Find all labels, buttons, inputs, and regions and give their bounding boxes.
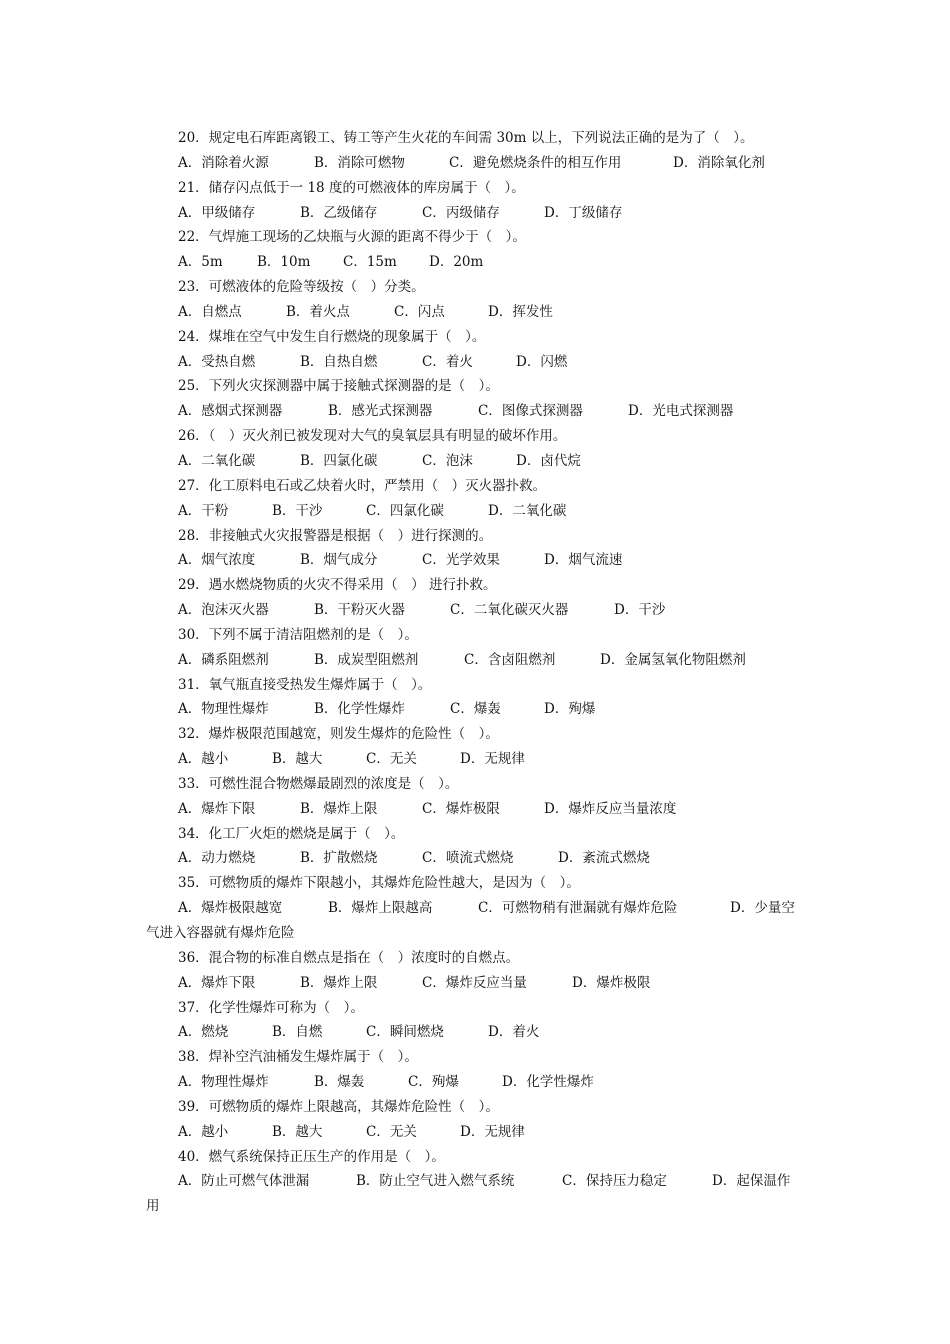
option-d: D．挥发性 (488, 303, 553, 320)
question-text: 33．可燃性混合物燃爆最剧烈的浓度是（ ）。 (178, 775, 459, 792)
question-text: 24．煤堆在空气中发生自行燃烧的现象属于（ ）。 (178, 328, 486, 345)
question-text: 30．下列不属于清洁阻燃剂的是（ ）。 (178, 626, 418, 643)
option-b: B．爆炸上限越高 (328, 900, 433, 917)
option-c: C．无关 (366, 751, 417, 768)
option-c: C．可燃物稍有泄漏就有爆炸危险 (478, 900, 678, 917)
question-text: 38．焊补空汽油桶发生爆炸属于（ ）。 (178, 1049, 418, 1066)
options-row (0, 846, 950, 871)
option-d: D．起保温作 (712, 1173, 791, 1190)
options-row (0, 1169, 950, 1194)
option-b: B．干粉灭火器 (314, 602, 405, 619)
option-b: B．越大 (272, 1123, 323, 1140)
option-a: A．越小 (178, 751, 229, 768)
option-c: C．保持压力稳定 (562, 1173, 667, 1190)
option-c: C．喷流式燃烧 (422, 850, 514, 867)
options-row (0, 399, 950, 424)
option-d: D．殉爆 (544, 701, 596, 718)
option-c: C．瞬间燃烧 (366, 1024, 444, 1041)
question-list (0, 126, 950, 1219)
question-text: 39．可燃物质的爆炸上限越高，其爆炸危险性（ ）。 (178, 1098, 499, 1115)
options-row (0, 896, 950, 921)
question-text: 35．可燃物质的爆炸下限越小，其爆炸危险性越大，是因为（ ）。 (178, 875, 580, 892)
question-text: 28．非接触式火灾报警器是根据（ ）进行探测的。 (178, 527, 493, 544)
option-a: A．5m (178, 254, 223, 271)
option-c: C．爆轰 (450, 701, 501, 718)
option-d: D．消除氧化剂 (673, 154, 765, 171)
option-c: C．无关 (366, 1123, 417, 1140)
option-b: B．越大 (272, 751, 323, 768)
option-b: B．烟气成分 (300, 552, 378, 569)
question-text: 36．混合物的标准自燃点是指在（ ）浓度时的自燃点。 (178, 949, 520, 966)
options-row (0, 548, 950, 573)
option-b: B．自燃 (272, 1024, 323, 1041)
options-row (0, 648, 950, 673)
options-row (0, 598, 950, 623)
option-b: B．成炭型阻燃剂 (314, 651, 419, 668)
options-row (0, 747, 950, 772)
options-row (0, 499, 950, 524)
option-c: C．泡沫 (422, 452, 473, 469)
options-row (0, 797, 950, 822)
option-d: D．光电式探测器 (628, 403, 734, 420)
option-d: D．丁级储存 (544, 204, 623, 221)
options-row (0, 697, 950, 722)
option-a: A．二氧化碳 (178, 452, 256, 469)
option-b: B．爆炸上限 (300, 800, 378, 817)
option-c: C．殉爆 (408, 1074, 459, 1091)
option-a: A．爆炸下限 (178, 800, 256, 817)
option-a: A．燃烧 (178, 1024, 229, 1041)
option-d: D．卤代烷 (516, 452, 581, 469)
option-a: A．甲级储存 (178, 204, 256, 221)
option-b: B．感光式探测器 (328, 403, 433, 420)
option-a: A．感烟式探测器 (178, 403, 283, 420)
option-c: C．丙级储存 (422, 204, 500, 221)
option-b: B．防止空气进入燃气系统 (356, 1173, 515, 1190)
option-c: C．避免燃烧条件的相互作用 (449, 154, 622, 171)
options-row (0, 1120, 950, 1145)
option-c: C．二氧化碳灭火器 (450, 602, 569, 619)
question-text: 31．氧气瓶直接受热发生爆炸属于（ ）。 (178, 676, 432, 693)
question-text: 32．爆炸极限范围越宽，则发生爆炸的危险性（ ）。 (178, 726, 499, 743)
options-row (0, 1020, 950, 1045)
option-d: D．爆炸反应当量浓度 (544, 800, 677, 817)
option-a: A．烟气浓度 (178, 552, 256, 569)
options-row (0, 300, 950, 325)
question-text: 20．规定电石库距离锻工、铸工等产生火花的车间需 30m 以上，下列说法正确的是为了（ ）。 (178, 130, 754, 146)
option-b: B．爆轰 (314, 1074, 365, 1091)
option-b: B．化学性爆炸 (314, 701, 405, 718)
options-row (0, 971, 950, 996)
option-c: C．闪点 (394, 303, 445, 320)
option-a: A．爆炸下限 (178, 974, 256, 991)
option-a: A．消除着火源 (178, 154, 269, 171)
option-d: D．二氧化碳 (488, 502, 567, 519)
question-text: 25．下列火灾探测器中属于接触式探测器的是（ ）。 (178, 378, 499, 395)
option-d: D．干沙 (614, 602, 666, 619)
question-text: 40．燃气系统保持正压生产的作用是（ ）。 (178, 1148, 445, 1165)
option-d: D．无规律 (460, 751, 525, 768)
option-d: D．金属氢氧化物阻燃剂 (600, 651, 746, 668)
options-row (0, 350, 950, 375)
option-c: C．着火 (422, 353, 473, 370)
option-a: A．干粉 (178, 502, 229, 519)
option-b: B．自热自燃 (300, 353, 378, 370)
options-row (0, 151, 950, 176)
question-text: 37．化学性爆炸可称为（ ）。 (178, 999, 364, 1016)
option-c: C．爆炸极限 (422, 800, 500, 817)
question-text: 21．储存闪点低于一 18 度的可燃液体的库房属于（ ）。 (178, 179, 525, 196)
option-a: A．物理性爆炸 (178, 1074, 269, 1091)
option-a: A．防止可燃气体泄漏 (178, 1173, 310, 1190)
question-text: 26．（ ）灭火剂已被发现对大气的臭氧层具有明显的破坏作用。 (178, 428, 567, 445)
options-row (0, 250, 950, 275)
options-row (0, 1070, 950, 1095)
options-continuation: 用 (146, 1198, 160, 1215)
options-row (0, 449, 950, 474)
option-c: C．爆炸反应当量 (422, 974, 527, 991)
options-row (0, 201, 950, 226)
option-c: C．15m (343, 254, 397, 271)
option-b: B．四氯化碳 (300, 452, 378, 469)
option-d: D．紊流式燃烧 (558, 850, 650, 867)
option-a: A．受热自燃 (178, 353, 256, 370)
option-c: C．图像式探测器 (478, 403, 583, 420)
option-d: D．爆炸极限 (572, 974, 651, 991)
option-d: D．少量空 (730, 900, 795, 917)
question-text: 34．化工厂火炬的燃烧是属于（ ）。 (178, 825, 405, 842)
option-a: A．磷系阻燃剂 (178, 651, 269, 668)
option-c: C．光学效果 (422, 552, 500, 569)
question-text: 22．气焊施工现场的乙炔瓶与火源的距离不得少于（ ）。 (178, 229, 526, 246)
option-b: B．消除可燃物 (314, 154, 405, 171)
option-a: A．物理性爆炸 (178, 701, 269, 718)
option-d: D．着火 (488, 1024, 540, 1041)
option-a: A．自燃点 (178, 303, 242, 320)
question-text: 27．化工原料电石或乙炔着火时，严禁用（ ）灭火器扑救。 (178, 477, 547, 494)
option-d: D．闪燃 (516, 353, 568, 370)
option-a: A．动力燃烧 (178, 850, 256, 867)
option-b: B．干沙 (272, 502, 323, 519)
question-text: 29．遇水燃烧物质的火灾不得采用（ ） 进行扑救。 (178, 577, 497, 594)
option-b: B．爆炸上限 (300, 974, 378, 991)
option-b: B．扩散燃烧 (300, 850, 378, 867)
option-d: D．烟气流速 (544, 552, 623, 569)
option-a: A．泡沫灭火器 (178, 602, 269, 619)
option-d: D．化学性爆炸 (502, 1074, 594, 1091)
option-d: D．无规律 (460, 1123, 525, 1140)
option-a: A．越小 (178, 1123, 229, 1140)
option-b: B．着火点 (286, 303, 350, 320)
option-a: A．爆炸极限越宽 (178, 900, 283, 917)
option-b: B．乙级储存 (300, 204, 378, 221)
option-c: C．四氯化碳 (366, 502, 444, 519)
option-c: C．含卤阻燃剂 (464, 651, 556, 668)
option-b: B．10m (257, 254, 311, 271)
question-text: 23．可燃液体的危险等级按（ ）分类。 (178, 279, 425, 296)
option-d: D．20m (429, 254, 484, 271)
options-continuation: 气进入容器就有爆炸危险 (146, 925, 295, 941)
